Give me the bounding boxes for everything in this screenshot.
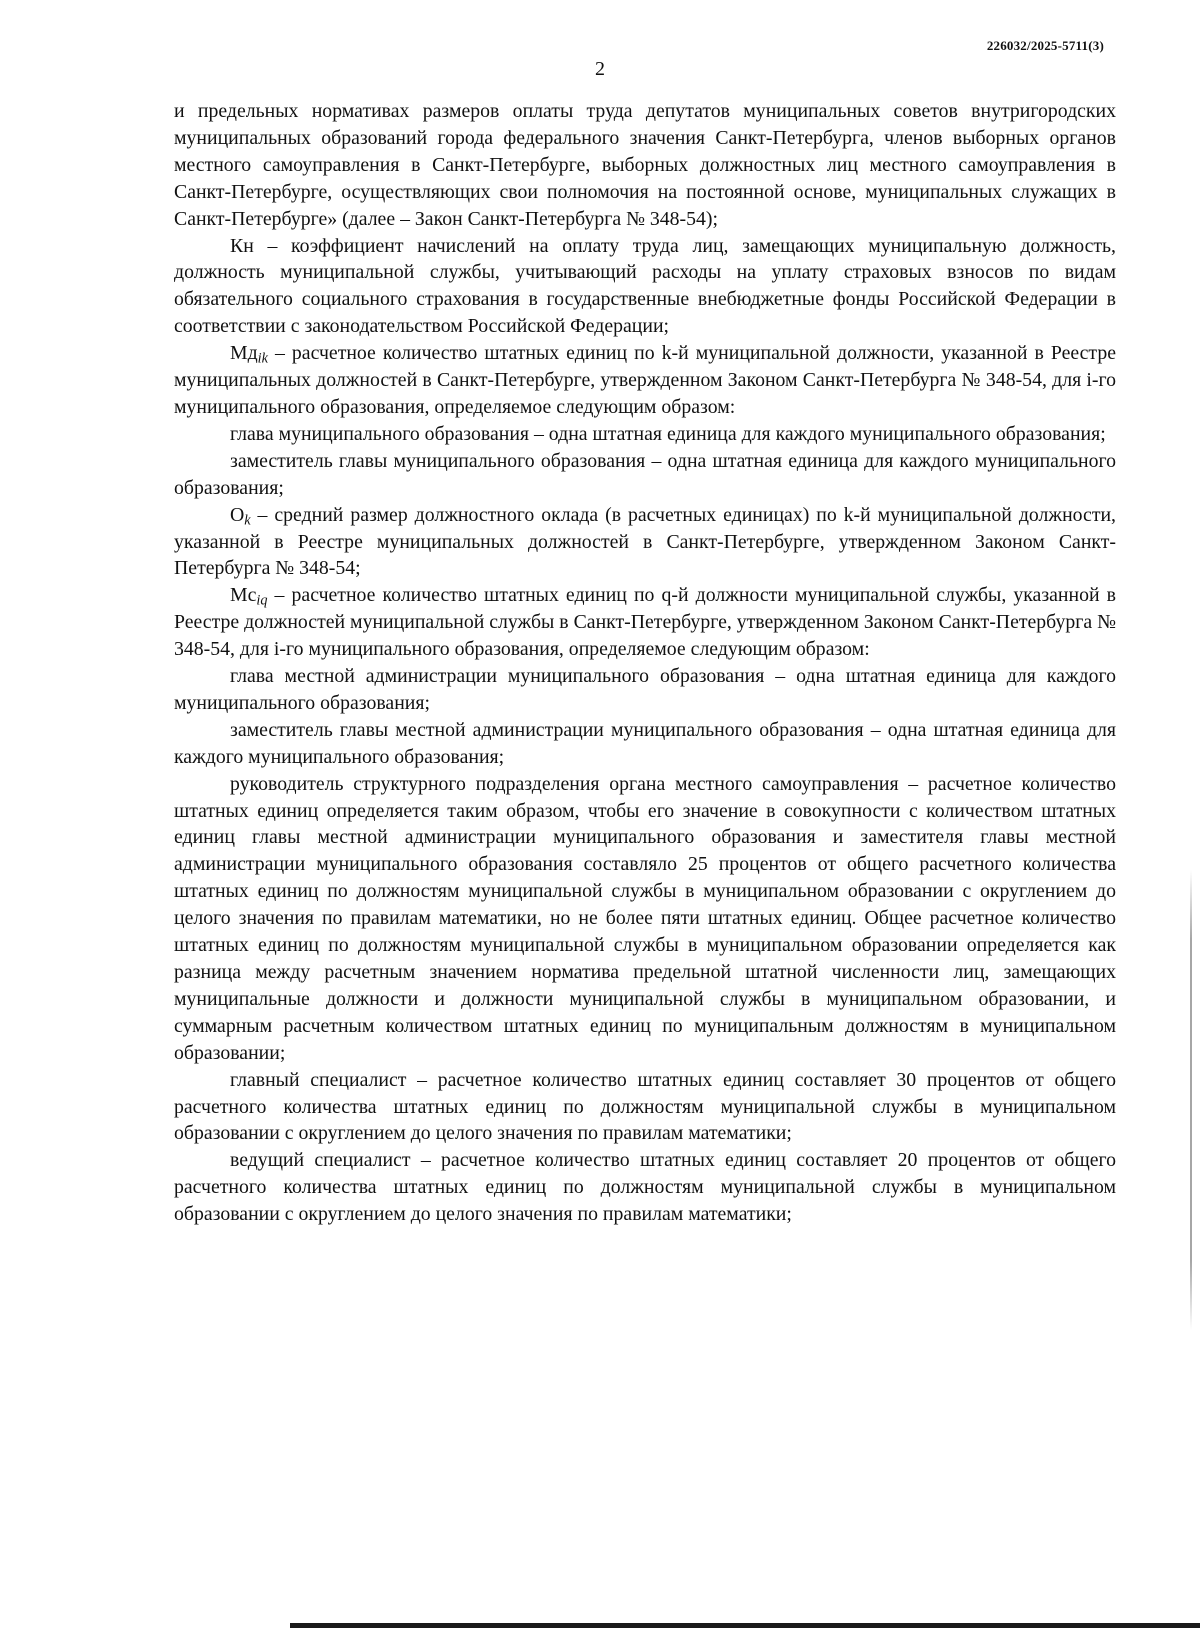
page-number: 2 xyxy=(595,58,605,80)
paragraph-md-definition: $Мд_{ik}$ – расчетное количество штатных единиц по k-й муниципальной должности, указанной в Реестре муниципальных должностей в Санкт-Петербурге, утвержденном Законом Санкт-Петербурга № 348-54, для i-го муниципального образования, определяемое следующим образом: xyxy=(174,342,1116,418)
paragraph-law-reference: и предельных нормативах размеров оплаты труда депутатов муниципальных советов внутригородских муниципальных образований города федерального значения Санкт-Петербурга, членов выборных органов местного самоуправления в Санкт-Петербурге, выборных должностных лиц местного самоуправления в Санкт-Петербурге, осуществляющих свои полномочия на постоянной основе, муниципальных служащих в Санкт-Петербурге» (далее – Закон Санкт-Петербурга № 348-54); xyxy=(174,100,1116,230)
document-registration-number: 226032/2025-5711(3) xyxy=(986,38,1104,53)
document-body xyxy=(174,98,1116,1228)
paragraph-deputy-head-of-administration: заместитель главы местной администрации муниципального образования – одна штатная единица для каждого муниципального образования; xyxy=(174,718,1116,768)
paragraph-chief-specialist: главный специалист – расчетное количество штатных единиц составляет 30 процентов от общего расчетного количества штатных единиц по должностям муниципальной службы в муниципальном образовании с округлением до целого значения по правилам математики; xyxy=(174,1068,1116,1145)
scan-bottom-edge xyxy=(290,1623,1200,1628)
paragraph-head-of-administration: глава местной администрации муниципального образования – одна штатная единица для каждого муниципального образования; xyxy=(174,665,1116,714)
paragraph-structural-unit-head: руководитель структурного подразделения органа местного самоуправления – расчетное количество штатных единиц определяется таким образом, чтобы его значение в совокупности с количеством штатных единиц главы местной администрации муниципального образования и заместителя главы местной администрации муниципального образования составляло 25 процентов от общего расчетного количества штатных единиц по должностям муниципальной службы в муниципальном образовании с округлением до целого значения по правилам математики, но не более пяти штатных единиц. Общее расчетное количество штатных единиц по должностям муниципальной службы в муниципальном образовании определяется как разница между расчетным значением норматива предельной штатной численности лиц, замещающих муниципальные должности и должности муниципальной службы в муниципальном образовании, и суммарным расчетным количеством штатных единиц по муниципальным должностям в муниципальном образовании; xyxy=(174,772,1116,1064)
paragraph-deputy-head: заместитель главы муниципального образования – одна штатная единица для каждого муниципального образования; xyxy=(174,449,1116,499)
paragraph-kn-definition: Кн – коэффициент начислений на оплату труда лиц, замещающих муниципальную должность, должность муниципальной службы, учитывающий расходы на уплату страховых взносов по видам обязательного социального страхования в государственные внебюджетные фонды Российской Федерации в соответствии с законодательством Российской Федерации; xyxy=(174,234,1116,338)
formula-subscript: iq xyxy=(256,592,268,609)
formula-symbol: Мс xyxy=(230,584,257,607)
paragraph-head-of-municipality: глава муниципального образования – одна штатная единица для каждого муниципального образования; xyxy=(230,422,1106,445)
scan-edge-shadow xyxy=(1190,870,1192,1330)
paragraph-ok-definition: $О_k$ – средний размер должностного оклада (в расчетных единицах) по k-й муниципальной должности, указанной в Реестре муниципальных должностей в Санкт-Петербурге, утвержденном Законом Санкт-Петербурга № 348-54; xyxy=(174,503,1116,580)
paragraph-mc-definition: $Мс_{iq}$ – расчетное количество штатных единиц по q-й должности муниципальной службы, указанной в Реестре должностей муниципальной службы в Санкт-Петербурге, утвержденном Законом Санкт-Петербурга № 348-54, для i-го муниципального образования, определяемое следующим образом: xyxy=(174,584,1116,661)
formula-symbol: Мд xyxy=(230,342,258,365)
formula-subscript: ik xyxy=(257,350,268,367)
formula-subscript: k xyxy=(244,512,251,529)
formula-symbol: О xyxy=(230,503,245,526)
paragraph-leading-specialist: ведущий специалист – расчетное количество штатных единиц составляет 20 процентов от общего расчетного количества штатных единиц по должностям муниципальной службы в муниципальном образовании с округлением до целого значения по правилам математики; xyxy=(174,1149,1116,1226)
